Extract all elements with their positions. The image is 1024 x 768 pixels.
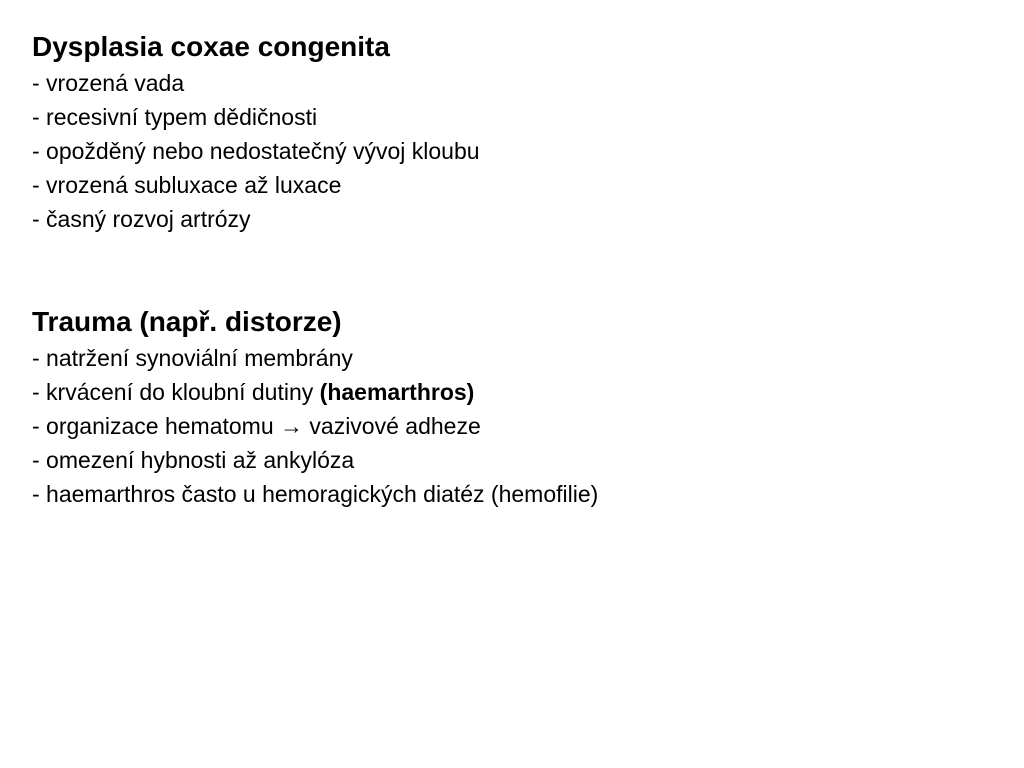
list-item: - organizace hematomu → vazivové adheze [32, 413, 481, 439]
list-item: - časný rozvoj artrózy [32, 206, 251, 232]
list-item-text: - krvácení do kloubní dutiny [32, 379, 320, 405]
list-item: - recesivní typem dědičnosti [32, 104, 318, 130]
list-item [32, 375, 992, 409]
section-heading: Trauma (např. distorze) [32, 306, 342, 337]
list-item: - haemarthros často u hemoragických diatéz (hemofilie) [32, 481, 599, 507]
list-item: - vrozená vada [32, 70, 185, 96]
section-trauma [32, 303, 992, 511]
list-item: - vrozená subluxace až luxace [32, 172, 342, 198]
list-item: - natržení synoviální membrány [32, 345, 353, 371]
section-heading: Dysplasia coxae congenita [32, 31, 390, 62]
list-item: - omezení hybnosti až ankylóza [32, 447, 355, 473]
section-dysplasia [32, 28, 992, 236]
list-item-bold-term: (haemarthros) [319, 379, 475, 405]
list-item: - opožděný nebo nedostatečný vývoj kloubu [32, 138, 480, 164]
